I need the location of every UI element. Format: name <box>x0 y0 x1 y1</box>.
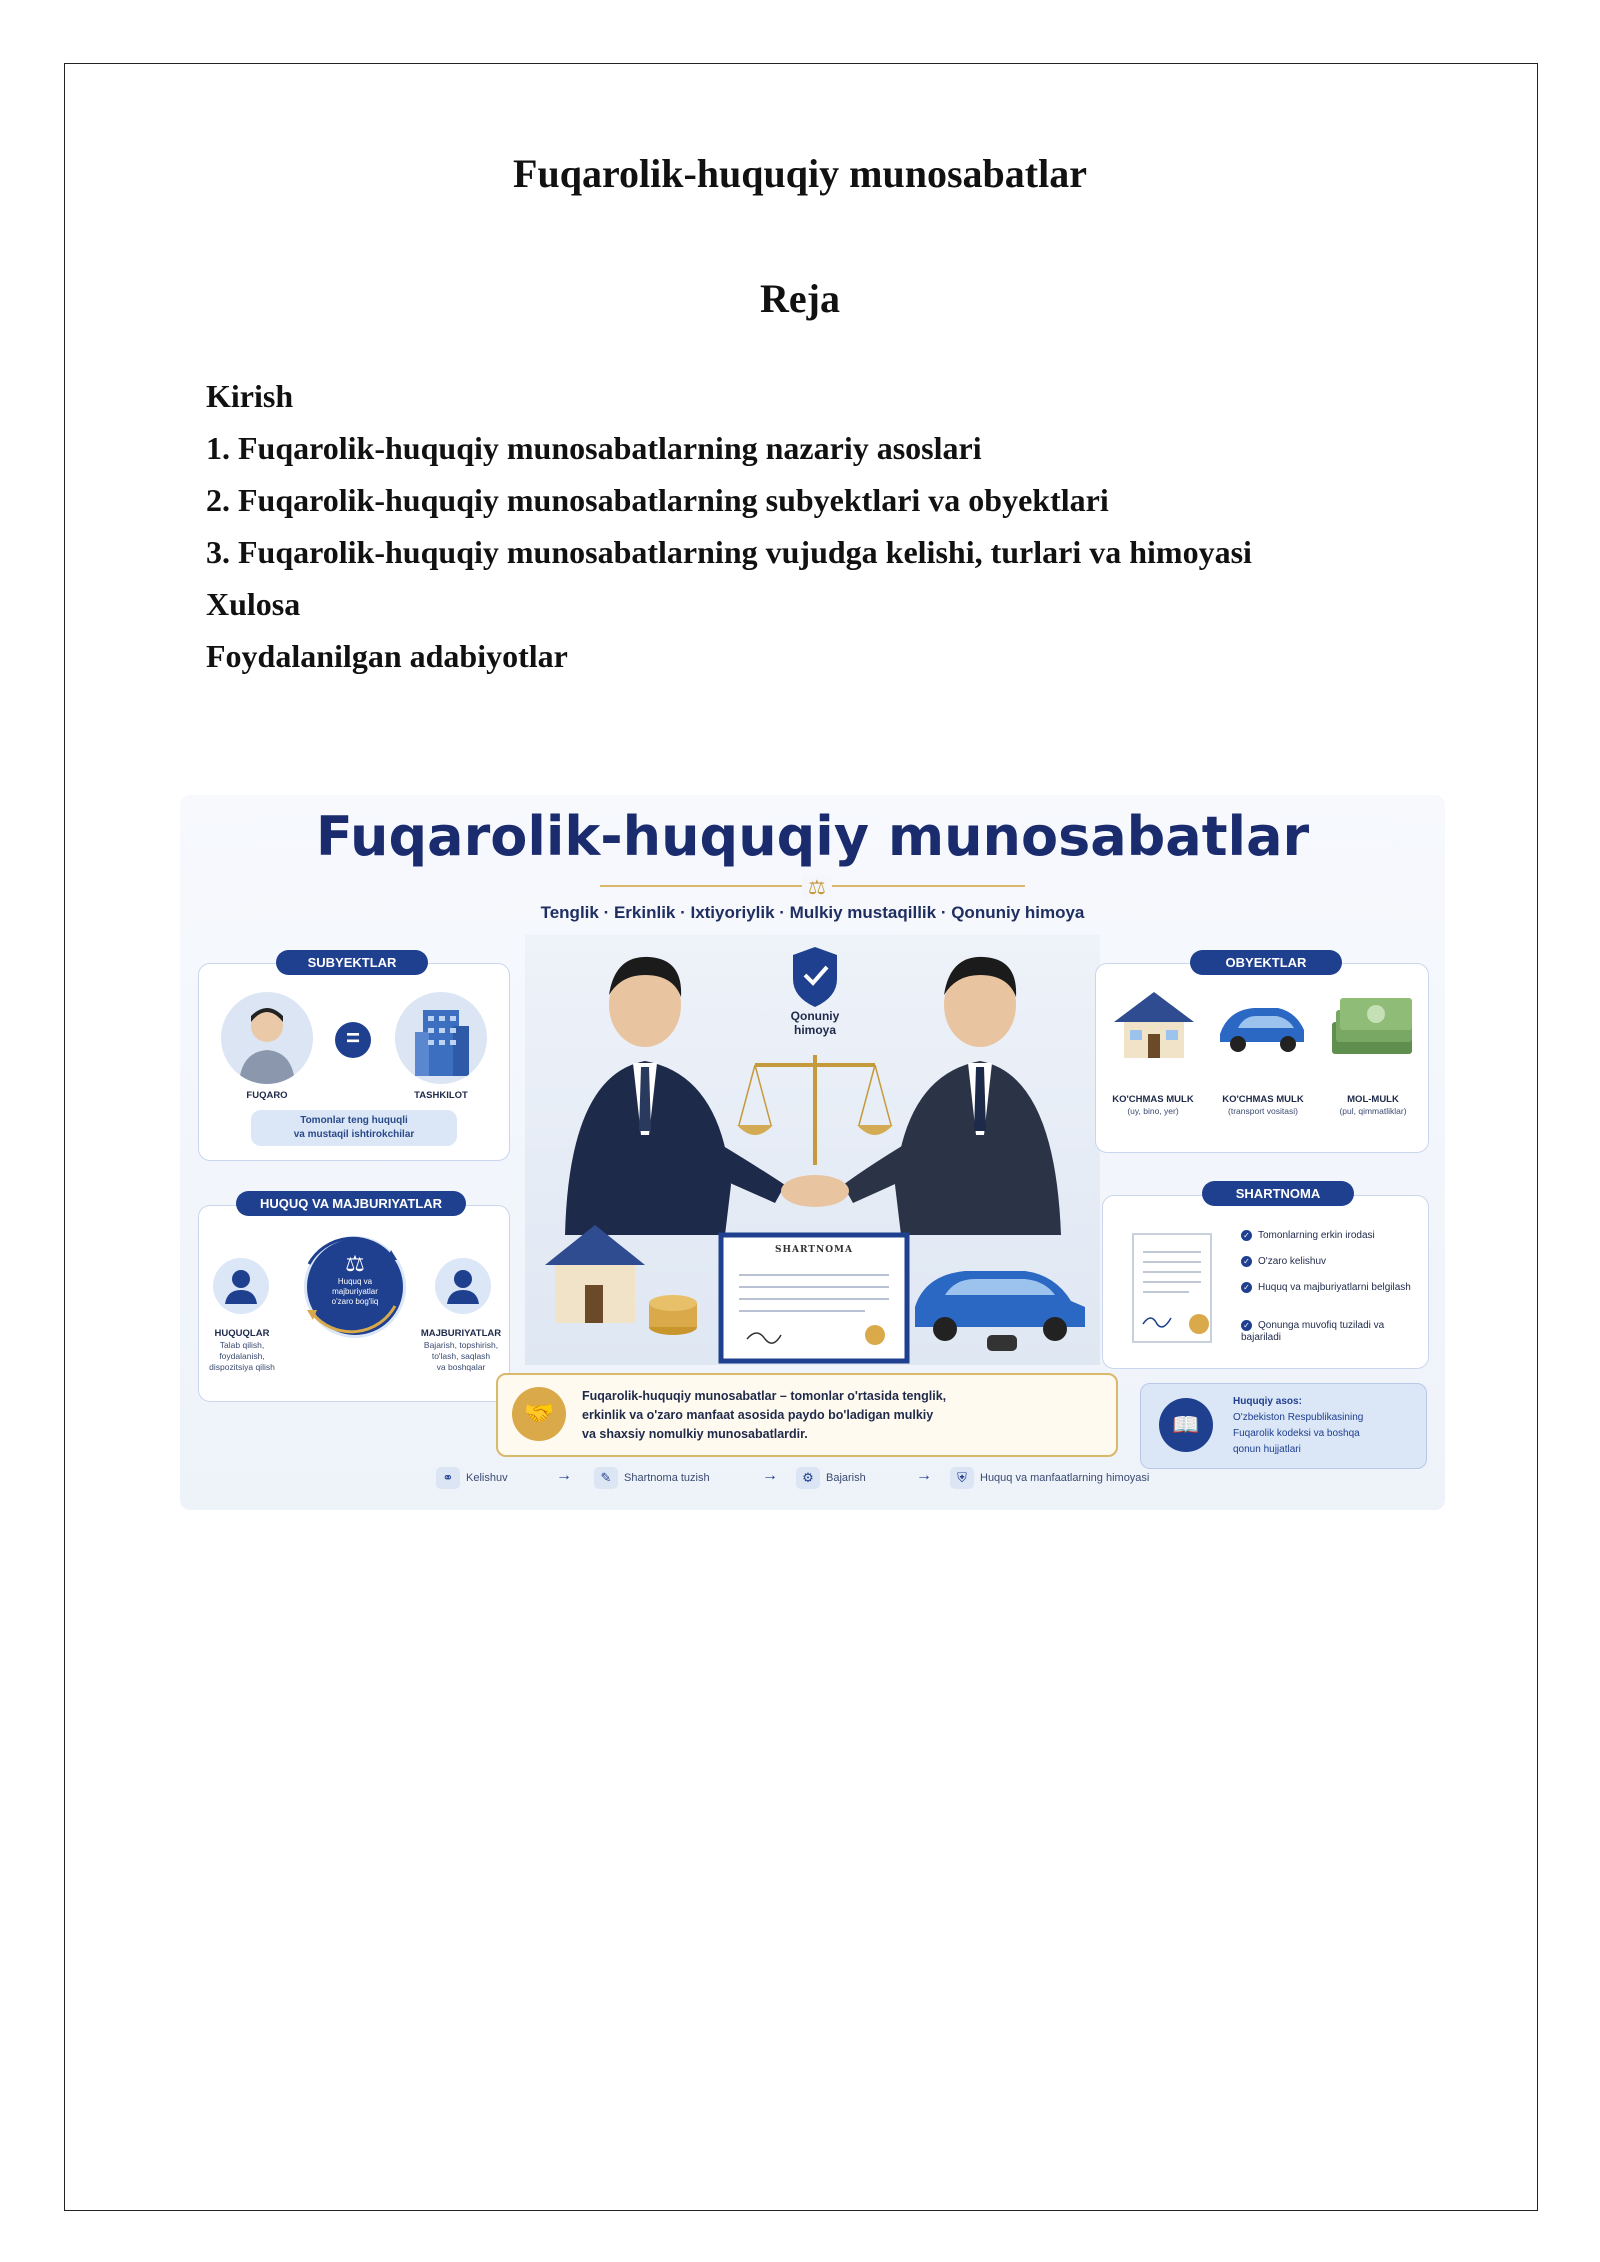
arrow-right-icon: → <box>762 1467 778 1484</box>
flow-step-contract: ✎ Shartnoma tuzish <box>594 1467 710 1489</box>
money-object-icon <box>1324 992 1420 1065</box>
toc-item: Xulosa <box>206 586 301 622</box>
flow-step-execution: ⚙ Bajarish <box>796 1467 866 1489</box>
document-title: Fuqarolik-huquqiy munosabatlar <box>513 151 1087 196</box>
definition-text: Fuqarolik-huquqiy munosabatlar – tomonlar o'rtasida tenglik, erkinlik va o'zaro manfaat asosida paydo bo'ladigan mulkiy va shaxsiy nomulkiy munosabatlardir. <box>582 1389 947 1441</box>
toc-item: Foydalanilgan adabiyotlar <box>206 638 568 674</box>
table-of-contents <box>206 370 1252 682</box>
definition-box <box>496 1373 1118 1457</box>
car-object-icon <box>1214 994 1310 1059</box>
book-icon: 📖 <box>1159 1398 1213 1452</box>
house-object-icon <box>1106 984 1202 1069</box>
plan-heading: Reja <box>760 276 840 321</box>
arrow-right-icon: → <box>556 1467 572 1484</box>
scale-ornament-icon: ⚖ <box>802 875 832 900</box>
contract-panel <box>1102 1195 1429 1369</box>
organization-building-icon <box>395 992 487 1084</box>
subjects-heading: SUBYEKTLAR <box>276 950 428 975</box>
shield-icon: ⛨ <box>950 1467 974 1489</box>
document-edit-icon: ✎ <box>594 1467 618 1489</box>
legal-basis-text: Huquqiy asos: O'zbekiston Respublikasining Fuqarolik kodeksi va boshqa qonun hujjatlari <box>1233 1396 1364 1455</box>
handshake-icon: 🤝 <box>512 1387 566 1441</box>
infographic-title: Fuqarolik-huquqiy munosabatlar <box>315 805 1310 868</box>
rights-heading: HUQUQ VA MAJBURIYATLAR <box>236 1191 466 1216</box>
organization-label: TASHKILOT <box>414 1090 468 1101</box>
object-real-estate: KO'CHMAS MULK (uy, bino, yer) <box>1112 1094 1194 1116</box>
toc-item: 3. Fuqarolik-huquqiy munosabatlarning vujudga kelishi, turlari va himoyasi <box>206 534 1252 570</box>
duties-person-icon <box>435 1258 491 1314</box>
rights-duties-panel <box>198 1205 510 1402</box>
contract-item: ✓ Qonunga muvofiq tuziladi va bajariladi <box>1241 1320 1385 1343</box>
toc-item: 2. Fuqarolik-huquqiy munosabatlarning subyektlari va obyektlari <box>206 482 1109 518</box>
citizen-label: FUQARO <box>246 1090 288 1101</box>
infographic-image <box>180 795 1445 1510</box>
handshake-scene <box>525 935 1100 1365</box>
contract-document-icon <box>1123 1226 1227 1357</box>
objects-heading: OBYEKTLAR <box>1190 950 1342 975</box>
object-property: MOL-MULK (pul, qimmatliklar) <box>1339 1094 1407 1116</box>
toc-item: Kirish <box>206 378 294 414</box>
arrow-right-icon: → <box>916 1467 932 1484</box>
contract-heading: SHARTNOMA <box>1202 1181 1354 1206</box>
toc-item: 1. Fuqarolik-huquqiy munosabatlarning nazariy asoslari <box>206 430 982 466</box>
objects-panel <box>1095 963 1429 1153</box>
contract-item: ✓ O'zaro kelishuv <box>1241 1256 1419 1268</box>
duties-column: MAJBURIYATLAR Bajarish, topshirish, to'lash, saqlash va boshqalar <box>420 1328 502 1372</box>
rights-column: HUQUQLAR Talab qilish, foydalanish, dispozitsiya qilish <box>209 1328 275 1372</box>
gear-icon: ⚙ <box>796 1467 820 1489</box>
contract-document-title: SHARTNOMA <box>774 1245 854 1255</box>
subjects-note: Tomonlar teng huquqli va mustaqil ishtirokchilar <box>251 1110 457 1146</box>
handshake-outline-icon: ⚭ <box>436 1467 460 1489</box>
legal-protection-label: Qonuniy himoya <box>790 1009 840 1037</box>
legal-basis-box <box>1140 1383 1427 1469</box>
citizen-avatar-icon <box>221 992 313 1084</box>
flow-step-agreement: ⚭ Kelishuv <box>436 1467 508 1489</box>
subjects-panel <box>198 963 510 1161</box>
principles-line: Tenglik · Erkinlik · Ixtiyoriylik · Mulkiy mustaqillik · Qonuniy himoya <box>540 903 1085 922</box>
object-vehicle: KO'CHMAS MULK (transport vositasi) <box>1222 1094 1304 1116</box>
rights-person-icon <box>213 1258 269 1314</box>
cycle-arrows-icon <box>291 1224 413 1351</box>
flow-step-protection: ⛨ Huquq va manfaatlarning himoyasi <box>950 1467 1149 1489</box>
equals-icon: = <box>335 1022 371 1058</box>
contract-item: ✓ Tomonlarning erkin irodasi <box>1241 1230 1419 1242</box>
contract-item: ✓ Huquq va majburiyatlarni belgilash <box>1241 1282 1411 1294</box>
scales-circle-icon: ⚖ Huquq va majburiyatlar o'zaro bog'liq <box>304 1236 406 1338</box>
